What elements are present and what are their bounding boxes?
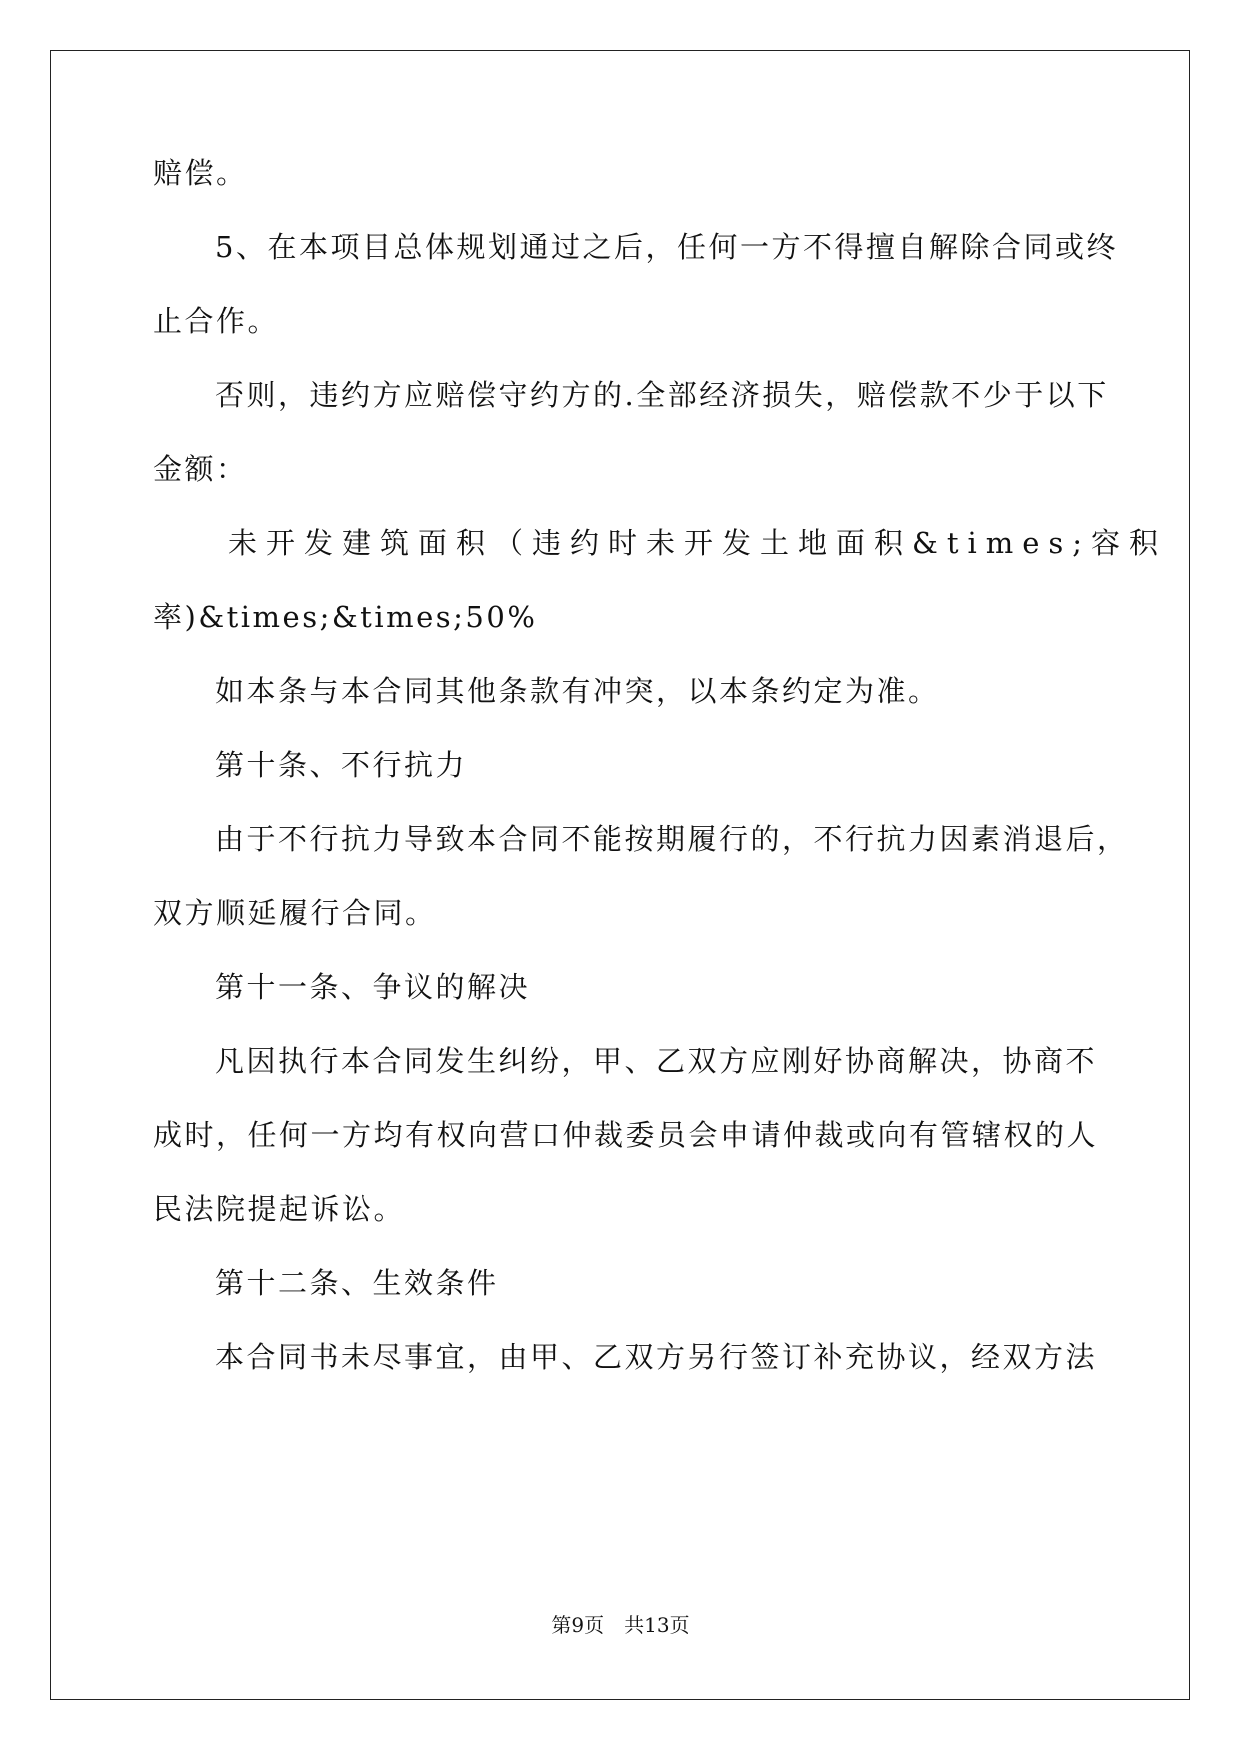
page-border [50,50,1190,1700]
text-line: 金额： [153,452,248,486]
text-line: 止合作。 [153,304,280,338]
page-number-footer: 第9页 共13页 [551,1613,690,1637]
text-line: 赔偿。 [153,156,248,190]
text-line: 否则，违约方应赔偿守约方的.全部经济损失，赔偿款不少于以下 [215,378,1109,412]
text-line: 双方顺延履行合同。 [153,896,437,930]
section-heading: 第十二条、生效条件 [215,1266,499,1300]
text-line: 本合同书未尽事宜，由甲、乙双方另行签订补充协议，经双方法 [215,1340,1098,1374]
text-line: 由于不行抗力导致本合同不能按期履行的，不行抗力因素消退后， [215,822,1129,856]
text-line: 成时，任何一方均有权向营口仲裁委员会申请仲裁或向有管辖权的人 [153,1118,1099,1152]
text-line: 凡因执行本合同发生纠纷，甲、乙双方应刚好协商解决，协商不 [215,1044,1098,1078]
section-heading: 第十一条、争议的解决 [215,970,531,1004]
text-line: 未开发建筑面积（违约时未开发土地面积&times;容积 [228,526,1168,560]
text-line: 如本条与本合同其他条款有冲突，以本条约定为准。 [215,674,940,708]
text-line: 率)&times;&times;50% [153,600,538,634]
text-line: 5、在本项目总体规划通过之后，任何一方不得擅自解除合同或终 [215,230,1118,264]
section-heading: 第十条、不行抗力 [215,748,468,782]
text-line: 民法院提起诉讼。 [153,1192,406,1226]
